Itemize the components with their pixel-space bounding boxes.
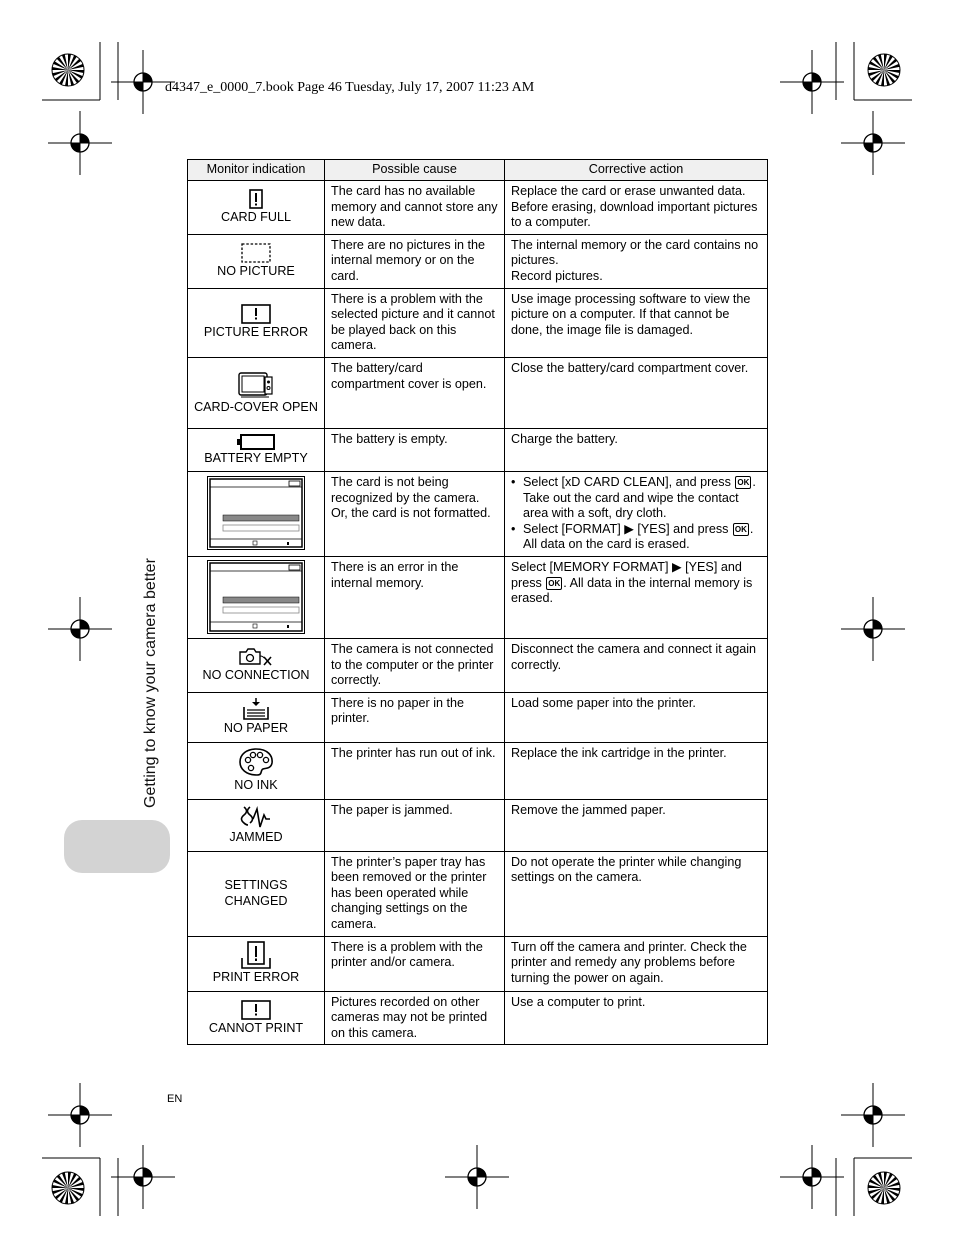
monitor-indication: [188, 991, 325, 1045]
monitor-indication: [188, 181, 325, 235]
possible-cause: There are no pictures in the internal memory or on the card.: [325, 234, 505, 288]
column-header: Possible cause: [325, 160, 505, 181]
battery-empty-icon: [237, 434, 275, 450]
section-tab: [64, 820, 170, 873]
table-row: [188, 936, 768, 991]
action-text: . Take out the card and wipe the contact area with a soft, dry cloth.: [523, 474, 756, 521]
paper-jam-icon: [240, 805, 272, 829]
table-row: [188, 234, 768, 288]
column-header: Corrective action: [505, 160, 768, 181]
table-row: [188, 742, 768, 799]
monitor-indication: [188, 851, 325, 936]
action-text: Select [xD CARD CLEAN], and press: [523, 474, 731, 489]
corrective-action: Use image processing software to view the picture on a computer. If that cannot be done, the image file is damaged.: [505, 288, 768, 357]
action-text: . All data on the card is erased.: [523, 521, 754, 552]
indication-label: CARD FULL: [221, 210, 291, 225]
corrective-action: [505, 234, 768, 288]
table-row: [188, 471, 768, 556]
corrective-action: Close the battery/card compartment cover.: [505, 357, 768, 428]
corrective-action: Remove the jammed paper.: [505, 799, 768, 851]
memory-setup-screen-icon: [207, 560, 305, 634]
indication-label: JAMMED: [229, 829, 283, 844]
corrective-action: Disconnect the camera and connect it again correctly.: [505, 638, 768, 692]
table-row: [188, 692, 768, 742]
list-item: [511, 522, 761, 553]
ok-button-icon: OK: [737, 477, 750, 487]
print-header: d4347_e_0000_7.book Page 46 Tuesday, July 17, 2007 11:23 AM: [165, 80, 535, 95]
possible-cause: There is a problem with the printer and/or camera.: [325, 936, 505, 991]
possible-cause: The paper is jammed.: [325, 799, 505, 851]
exclamation-card-icon: [249, 189, 263, 209]
monitor-indication: [188, 288, 325, 357]
indication-label: CANNOT PRINT: [208, 1020, 304, 1035]
indication-label: BATTERY EMPTY: [204, 450, 308, 465]
error-message-table: [187, 159, 768, 1045]
possible-cause: Pictures recorded on other cameras may not be printed on this camera.: [325, 991, 505, 1045]
possible-cause: There is an error in the internal memory.: [325, 556, 505, 638]
possible-cause: The camera is not connected to the computer or the printer correctly.: [325, 638, 505, 692]
monitor-indication: [188, 234, 325, 288]
possible-cause: There is no paper in the printer.: [325, 692, 505, 742]
exclamation-box-icon: [241, 1000, 271, 1020]
empty-picture-icon: [241, 243, 271, 263]
ok-button-icon: OK: [734, 524, 747, 534]
paper-tray-icon: [241, 698, 271, 720]
monitor-indication: [188, 692, 325, 742]
monitor-indication: [188, 428, 325, 471]
indication-label: NO PICTURE: [217, 263, 295, 278]
corrective-action: [505, 556, 768, 638]
camera-cover-icon: [238, 371, 274, 399]
possible-cause: There is a problem with the selected picture and it cannot be played back on this camera.: [325, 288, 505, 357]
action-text: Record pictures.: [511, 268, 603, 283]
table-row: [188, 357, 768, 428]
ok-button-icon: OK: [548, 578, 561, 588]
exclamation-box-icon: [241, 304, 271, 324]
action-text: The internal memory or the card contains no pictures.: [511, 237, 759, 268]
corrective-action: Replace the ink cartridge in the printer.: [505, 742, 768, 799]
corrective-action: Turn off the camera and printer. Check the printer and remedy any problems before turning the power on again.: [505, 936, 768, 991]
monitor-indication: [188, 556, 325, 638]
action-text: . All data in the internal memory is erased.: [511, 575, 753, 606]
section-title: Getting to know your camera better: [142, 558, 159, 808]
possible-cause: The battery is empty.: [325, 428, 505, 471]
column-header: Monitor indication: [188, 160, 325, 181]
indication-label: NO INK: [234, 778, 278, 793]
printer-error-icon: [240, 941, 272, 969]
monitor-indication: [188, 638, 325, 692]
corrective-action: [505, 471, 768, 556]
indication-label: PICTURE ERROR: [203, 325, 309, 340]
monitor-indication: [188, 799, 325, 851]
language-code: EN: [167, 1093, 183, 1105]
ink-palette-icon: [238, 747, 274, 777]
corrective-action: Charge the battery.: [505, 428, 768, 471]
table-row: [188, 428, 768, 471]
monitor-indication: [188, 742, 325, 799]
indication-label: PRINT ERROR: [212, 970, 300, 985]
table-row: [188, 799, 768, 851]
corrective-action: Use a computer to print.: [505, 991, 768, 1045]
action-list: [511, 475, 761, 553]
table-row: [188, 288, 768, 357]
table-header-row: [188, 160, 768, 181]
corrective-action: Load some paper into the printer.: [505, 692, 768, 742]
possible-cause: The card is not being recognized by the camera. Or, the card is not formatted.: [325, 471, 505, 556]
indication-label: NO PAPER: [223, 720, 289, 735]
corrective-action: Replace the card or erase unwanted data. Before erasing, download important pictures to a computer.: [505, 181, 768, 235]
possible-cause: The printer has run out of ink.: [325, 742, 505, 799]
indication-label: CARD-COVER OPEN: [194, 399, 318, 414]
monitor-indication: [188, 936, 325, 991]
possible-cause: The battery/card compartment cover is open.: [325, 357, 505, 428]
monitor-indication: [188, 357, 325, 428]
possible-cause: The card has no available memory and cannot store any new data.: [325, 181, 505, 235]
table-row: [188, 991, 768, 1045]
table-row: [188, 181, 768, 235]
indication-label: SETTINGS CHANGED: [224, 878, 288, 908]
indication-label: NO CONNECTION: [202, 668, 310, 682]
table-row: [188, 638, 768, 692]
monitor-indication: [188, 471, 325, 556]
corrective-action: Do not operate the printer while changing settings on the camera.: [505, 851, 768, 936]
table-row: [188, 556, 768, 638]
list-item: [511, 475, 761, 522]
camera-disconnect-icon: [238, 647, 274, 667]
action-text: Select [MEMORY FORMAT] ▶ [YES] and press: [511, 559, 742, 590]
card-setup-screen-icon: [207, 476, 305, 550]
possible-cause: The printer’s paper tray has been removed or the printer has been operated while changing settings on the camera.: [325, 851, 505, 936]
action-text: Select [FORMAT] ▶ [YES] and press: [523, 521, 729, 536]
table-row: [188, 851, 768, 936]
